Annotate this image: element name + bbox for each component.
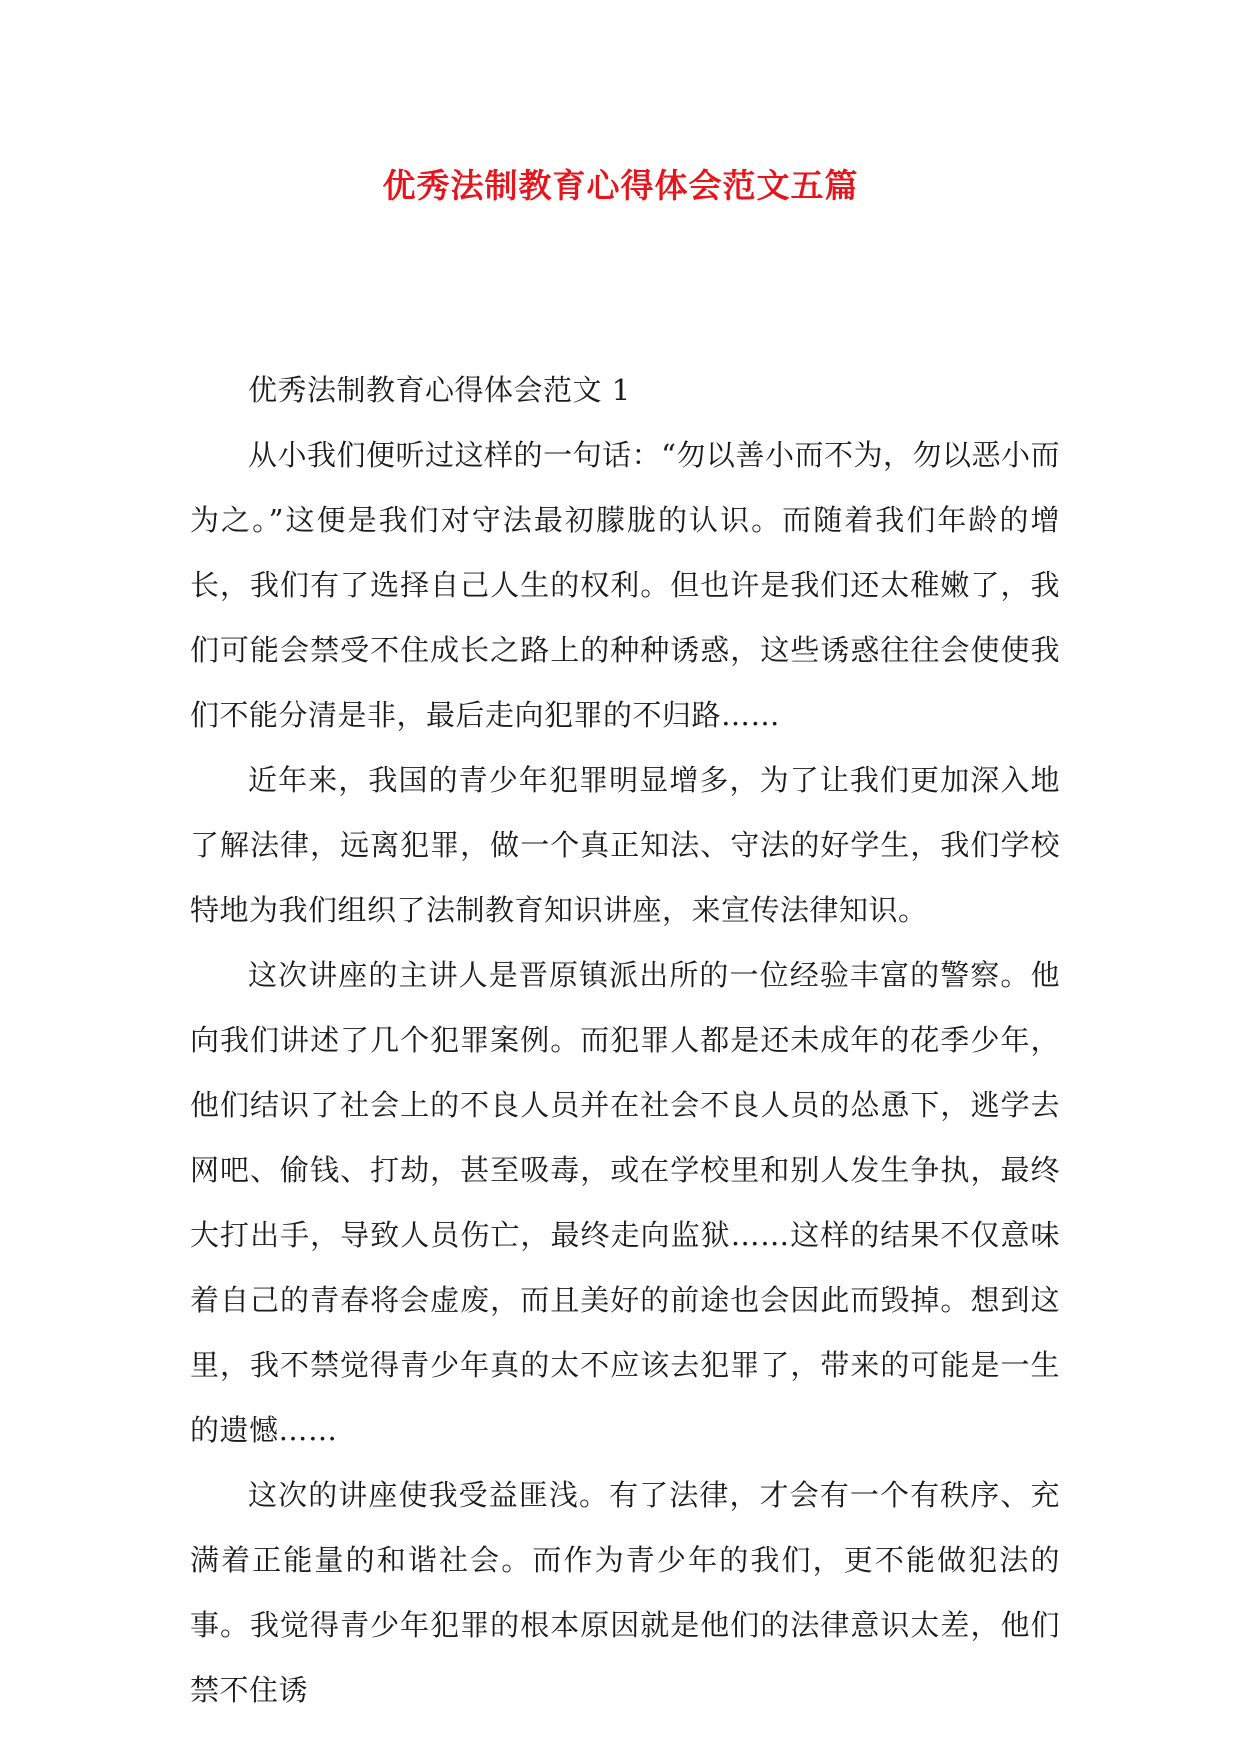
paragraph: 近年来，我国的青少年犯罪明显增多，为了让我们更加深入地了解法律，远离犯罪，做一个真正知法、守法的好学生，我们学校特地为我们组织了法制教育知识讲座，来宣传法律知识。 — [190, 763, 1060, 927]
document-title: 优秀法制教育心得体会范文五篇 — [382, 166, 859, 205]
paragraph: 这次讲座的主讲人是晋原镇派出所的一位经验丰富的警察。他向我们讲述了几个犯罪案例。而犯罪人都是还未成年的花季少年，他们结识了社会上的不良人员并在社会不良人员的怂恿下，逃学去网吧、偷钱、打劫，甚至吸毒，或在学校里和别人发生争执，最终大打出手，导致人员伤亡，最终走向监狱……这样的结果不仅意味着自己的青春将会虚废，而且美好的前途也会因此而毁掉。想到这里，我不禁觉得青少年真的太不应该去犯罪了，带来的可能是一生的遗憾…… — [190, 958, 1060, 1447]
section-heading: 优秀法制教育心得体会范文 1 — [248, 373, 631, 407]
paragraph: 这次的讲座使我受益匪浅。有了法律，才会有一个有秩序、充满着正能量的和谐社会。而作为青少年的我们，更不能做犯法的事。我觉得青少年犯罪的根本原因就是他们的法律意识太差，他们禁不住诱 — [190, 1478, 1060, 1707]
paragraph: 从小我们便听过这样的一句话：“勿以善小而不为，勿以恶小而为之。”这便是我们对守法最初朦胧的认识。而随着我们年龄的增长，我们有了选择自己人生的权利。但也许是我们还太稚嫩了，我们可能会禁受不住成长之路上的种种诱惑，这些诱惑往往会使使我们不能分清是非，最后走向犯罪的不归路…… — [190, 438, 1060, 732]
document-body — [190, 358, 1060, 1723]
